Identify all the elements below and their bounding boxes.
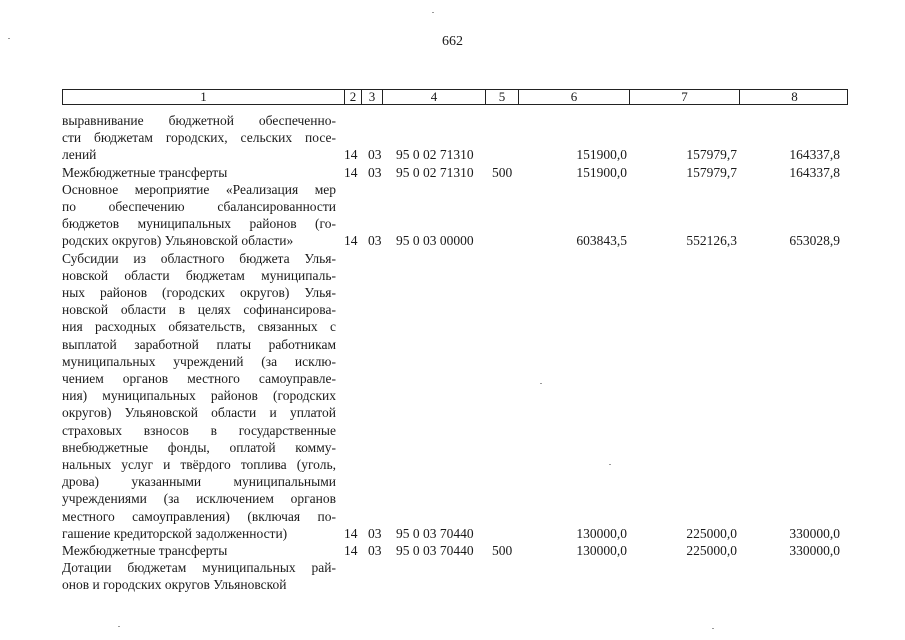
description-line: онов и городских округов Ульяновской [62,577,287,593]
section-code: 14 [344,543,358,558]
column-header-1: 1 [200,89,207,104]
description-line: по обеспечению сбалансированности [62,199,336,214]
page-number: 662 [442,34,463,49]
description-line: округов) Ульяновской области и уплатой [62,405,336,421]
scan-speck [540,383,542,384]
section-code: 14 [344,233,358,249]
column-header-6: 6 [518,90,629,104]
amount-col-6: 130000,0 [576,543,627,558]
table-row-values [0,525,905,542]
amount-col-7: 157979,7 [686,164,737,180]
subsection-code: 03 [368,525,382,541]
amount-col-8: 330000,0 [789,525,840,541]
table-header-row [62,89,848,105]
description-line: ния) муниципальных районов (городских [62,388,336,404]
subsection-code: 03 [368,147,382,163]
description-line: выплатой заработной платы работникам [62,336,336,352]
column-header-4: 4 [382,90,485,104]
scan-speck [8,38,10,39]
table-row-values [0,542,905,559]
section-code: 14 [344,525,358,541]
amount-col-7: 157979,7 [686,147,737,163]
table-row-values [0,146,905,163]
subsection-code: 03 [368,543,382,558]
amount-col-6: 151900,0 [576,164,627,180]
table-row-values [0,164,905,181]
amount-col-7: 552126,3 [686,233,737,249]
column-header-7: 7 [629,90,739,104]
amount-col-8: 164337,8 [789,147,840,163]
description-line: выравнивание бюджетной обеспеченно- [62,113,336,128]
target-article-code: 95 0 02 71310 [396,164,474,180]
description-line: Основное мероприятие «Реализация мер [62,181,336,197]
amount-col-8: 164337,8 [789,164,840,180]
table-row-values [0,232,905,249]
description-line: бюджетов муниципальных районов (го- [62,216,336,232]
description-line: ных районов (городских округов) Улья- [62,285,336,300]
target-article-code: 95 0 03 00000 [396,233,474,249]
description-line: Межбюджетные трансферты [62,543,228,558]
table-row-values [0,576,905,593]
description-line: ния расходных обязательств, связанных с [62,319,336,335]
scan-speck [712,628,714,629]
target-article-code: 95 0 02 71310 [396,147,474,163]
amount-col-8: 653028,9 [789,233,840,249]
description-line: Дотации бюджетам муниципальных рай- [62,560,336,576]
amount-col-7: 225000,0 [686,543,737,558]
description-line: лений [62,147,97,163]
section-code: 14 [344,147,358,163]
description-line: сти бюджетам городских, сельских посе- [62,130,336,146]
description-line: муниципальных учреждений (за исклю- [62,353,336,369]
amount-col-6: 603843,5 [576,233,627,249]
description-line: гашение кредиторской задолженности) [62,525,288,541]
description-line: внебюджетные фонды, оплатой комму- [62,439,336,455]
description-line: местного самоуправления) (включая по- [62,508,336,524]
scan-speck [609,464,611,465]
amount-col-6: 151900,0 [576,147,627,163]
amount-col-7: 225000,0 [686,525,737,541]
scan-speck [118,626,120,627]
subsection-code: 03 [368,164,382,180]
amount-col-6: 130000,0 [576,525,627,541]
amount-col-8: 330000,0 [789,543,840,558]
expense-type-code: 500 [492,164,513,180]
description-line: родских округов) Ульяновской области» [62,233,294,249]
description-line: чением органов местного самоуправле- [62,371,336,387]
section-code: 14 [344,164,358,180]
description-line: новской области бюджетам муниципаль- [62,267,336,283]
column-header-2: 2 [344,90,361,104]
subsection-code: 03 [368,233,382,249]
description-line: дрова) указанными муниципальными [62,474,336,490]
description-line: Субсидии из областного бюджета Улья- [62,250,336,266]
expense-type-code: 500 [492,543,513,558]
scan-speck [432,12,434,13]
description-line: новской области в целях софинансирова- [62,302,336,318]
description-line: нальных услуг и твёрдого топлива (уголь, [62,457,336,473]
column-header-3: 3 [361,90,382,104]
description-line: страховых взносов в государственные [62,422,336,438]
target-article-code: 95 0 03 70440 [396,543,474,558]
target-article-code: 95 0 03 70440 [396,525,474,541]
column-header-5: 5 [485,90,518,104]
column-header-8: 8 [739,90,849,104]
description-line: учреждениями (за исключением органов [62,491,336,507]
row-description [62,250,336,542]
description-line: Межбюджетные трансферты [62,164,228,180]
